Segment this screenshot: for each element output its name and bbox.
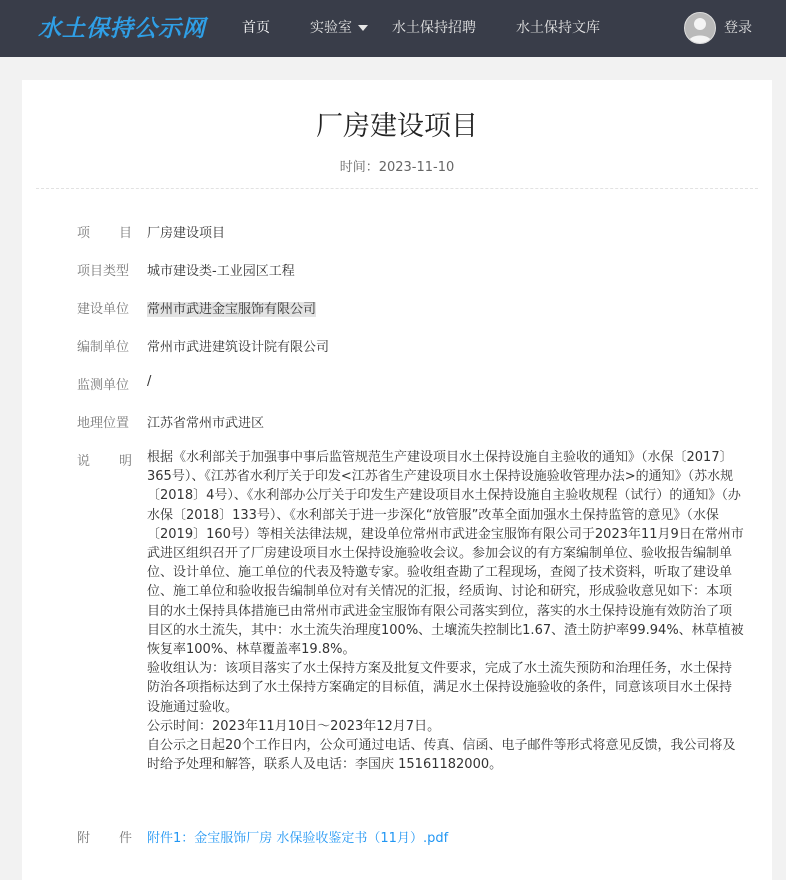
builder-label: 建设单位 <box>77 302 130 317</box>
publish-time: 时间：2023-11-10 <box>339 160 455 175</box>
type-label: 项目类型 <box>77 264 130 279</box>
description-paragraph: 根据《水利部关于加强事中事后监管规范生产建设项目水土保持设施自主验收的通知》（水保〔2017〕365号）、《江苏省水利厅关于印发<江苏省生产建设项目水土保持设施验收管理办法>的通知》（苏水规〔2018〕4号）、《水利部办公厅关于印发生产建设项目水土保持设施自主验收规程（试行）的通知》（办水保〔2018〕133号）、《水利部关于进一步深化“放管服”改革全面加强水土保持监管的意见》（水保〔2019〕160号）等相关法律法规，建设单位常州市武进金宝服饰有限公司于2023年11月9日在常州市武进区组织召开了厂房建设项目水土保持设施验收会议。参加会议的有方案编制单位、验收报告编制单位、设计单位、施工单位的代表及特邀专家。验收组查勘了工程现场，查阅了技术资料，听取了建设单位、施工单位和验收报告编制单位对有关情况的汇报，经质询、讨论和研究，形成验收意见如下：本项目的水土保持具体措施已由常州市武进金宝服饰有限公司落实到位，落实的水土保持设施有效防治了项目区的水土流失，其中：水土流失治理度100%、土壤流失控制比1.67、渣土防护率99.94%、林草植被恢复率100%、林草覆盖率19.8%。 <box>147 450 744 658</box>
builder-value <box>147 298 316 317</box>
login-link[interactable]: 登录 <box>724 20 752 36</box>
monitor-label: 监测单位 <box>77 378 130 393</box>
builder-highlight: 常州市武进金宝服饰有限公司 <box>147 302 317 317</box>
site-logo[interactable]: 水土保持公示网 <box>38 16 206 42</box>
nav-recruitment[interactable]: 水土保持招聘 <box>392 20 476 36</box>
nav-library[interactable]: 水土保持文库 <box>516 20 600 36</box>
description-paragraph: 公示时间：2023年11月10日～2023年12月7日。 <box>147 718 441 734</box>
attachment-link[interactable]: 附件1：金宝服饰厂房 水保验收鉴定书（11月）.pdf <box>147 831 449 846</box>
monitor-value: / <box>147 374 152 389</box>
project-value: 厂房建设项目 <box>147 226 226 241</box>
nav-lab-label: 实验室 <box>310 20 352 36</box>
top-navbar <box>0 0 786 57</box>
user-avatar-icon[interactable] <box>684 12 716 44</box>
description-paragraph: 验收组认为：该项目落实了水土保持方案及批复文件要求，完成了水土流失预防和治理任务，水土保持防治各项指标达到了水土保持方案确定的目标值，满足水土保持设施验收的条件，同意该项目水土保持设施通过验收。 <box>147 661 733 715</box>
description-paragraph: 自公示之日起20个工作日内，公众可通过电话、传真、信函、电子邮件等形式将意见反馈，我公司将及时给予处理和解答，联系人及电话：李国庆 15161182000。 <box>147 738 736 773</box>
nav-lab[interactable] <box>310 17 368 37</box>
divider <box>36 188 758 189</box>
nav-home[interactable]: 首页 <box>242 20 270 36</box>
type-value: 城市建设类-工业园区工程 <box>147 264 295 279</box>
attachment-label: 附 件 <box>77 831 132 846</box>
editor-value: 常州市武进建筑设计院有限公司 <box>147 340 330 355</box>
chevron-down-icon <box>358 25 368 31</box>
article-card <box>22 80 772 880</box>
location-value: 江苏省常州市武进区 <box>147 416 265 431</box>
location-label: 地理位置 <box>77 416 130 431</box>
page-title: 厂房建设项目 <box>316 111 478 142</box>
editor-label: 编制单位 <box>77 340 130 355</box>
project-label: 项 目 <box>77 226 132 241</box>
description-label: 说 明 <box>77 454 132 469</box>
description-body <box>147 448 744 774</box>
